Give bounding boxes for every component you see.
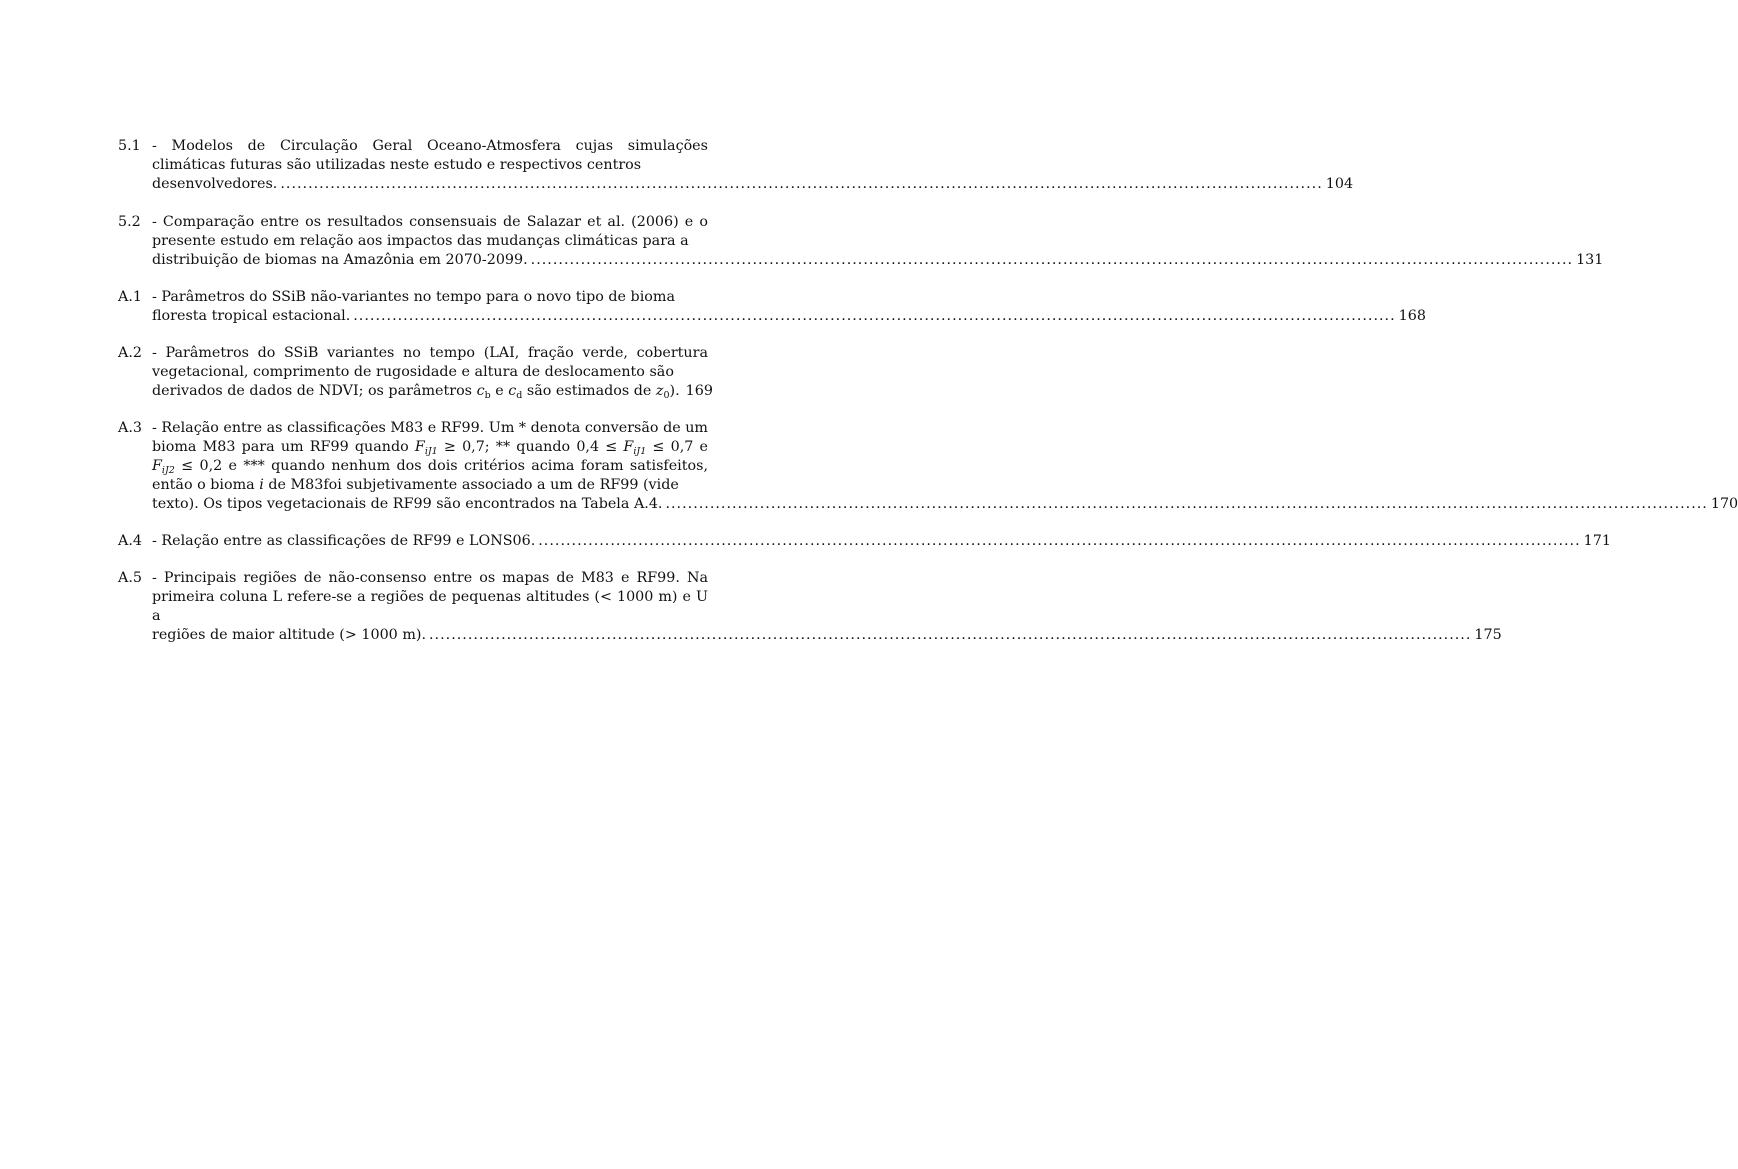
- list-item: [118, 569, 1502, 645]
- page-number[interactable]: 171: [1583, 533, 1611, 549]
- entry-caption: - Modelos de Circulação Geral Oceano-Atmosfera cujas simulações climáticas futuras são utilizadas neste estudo e respectivos centros: [152, 138, 708, 173]
- dot-leader: ............................................................................................................................................................................................: [538, 533, 1581, 549]
- page-number[interactable]: 168: [1398, 308, 1426, 324]
- page-number[interactable]: 169: [685, 383, 713, 399]
- entry-caption: - Comparação entre os resultados consensuais de Salazar et al. (2006) e o presente estudo em relação aos impactos das mudanças climáticas para a: [152, 214, 708, 249]
- page-number[interactable]: 170: [1710, 496, 1738, 512]
- entry-number: 5.2: [118, 214, 141, 230]
- entry-caption: - Parâmetros do SSiB variantes no tempo (LAI, fração verde, cobertura vegetacional, comprimento de rugosidade e altura de deslocamento são: [152, 345, 708, 380]
- entry-caption: - Principais regiões de não-consenso entre os mapas de M83 e RF99. Na primeira coluna L refere-se a regiões de pequenas altitudes (< 1000 m) e U a: [152, 570, 708, 624]
- list-item: [118, 288, 1426, 326]
- page-number[interactable]: 175: [1474, 627, 1502, 643]
- entry-caption: - Relação entre as classificações de RF99 e LONS06.: [152, 533, 536, 549]
- page-number[interactable]: 104: [1325, 176, 1354, 192]
- page-number[interactable]: 131: [1576, 252, 1604, 268]
- entry-caption-end: derivados de dados de NDVI; os parâmetros $c_b$ e $c_d$ são estimados de $z_0$).: [152, 383, 680, 401]
- list-item: [118, 213, 1604, 270]
- dot-leader: ............................................................................................................................................................................................: [353, 308, 1396, 324]
- entry-caption-end: regiões de maior altitude (> 1000 m).: [152, 627, 427, 643]
- entry-number: A.2: [118, 345, 142, 361]
- dot-leader: ............................................................................................................................................................................................: [280, 176, 1323, 192]
- entry-number: A.5: [118, 570, 142, 586]
- entry-caption-end: desenvolvedores.: [152, 176, 278, 192]
- dot-leader: ............................................................................................................................................................................................: [530, 252, 1574, 268]
- entry-number: A.4: [118, 533, 142, 549]
- entry-caption-end: texto). Os tipos vegetacionais de RF99 são encontrados na Tabela A.4.: [152, 496, 663, 512]
- entry-caption: - Parâmetros do SSiB não-variantes no tempo para o novo tipo de bioma: [152, 289, 675, 305]
- entry-number: A.3: [118, 420, 142, 436]
- dot-leader: ............................................................................................................................................................................................: [429, 627, 1472, 643]
- list-item: [118, 532, 1611, 551]
- list-item: [118, 344, 713, 401]
- dot-leader: ............................................................................................................................................................................................: [665, 496, 1708, 512]
- entry-caption-end: distribuição de biomas na Amazônia em 2070-2099.: [152, 252, 528, 268]
- entry-caption-end: floresta tropical estacional.: [152, 308, 351, 324]
- table-list: [118, 137, 1738, 663]
- list-item: [118, 137, 1354, 194]
- entry-number: A.1: [118, 289, 142, 305]
- entry-caption: - Relação entre as classificações M83 e RF99. Um * denota conversão de um bioma M83 para um RF99 quando $F_{iJ1} \ge 0,7$; ** quando $0,4 \le F_{iJ1} \le 0,7$ e $F_{iJ2} \le 0,2$ e *** quando nenhum dos dois critérios acima foram satisfeitos, então o bioma i de M83foi subjetivamente associado a um de RF99 (vide: [152, 420, 708, 493]
- entry-number: 5.1: [118, 138, 141, 154]
- list-item: [118, 419, 1738, 514]
